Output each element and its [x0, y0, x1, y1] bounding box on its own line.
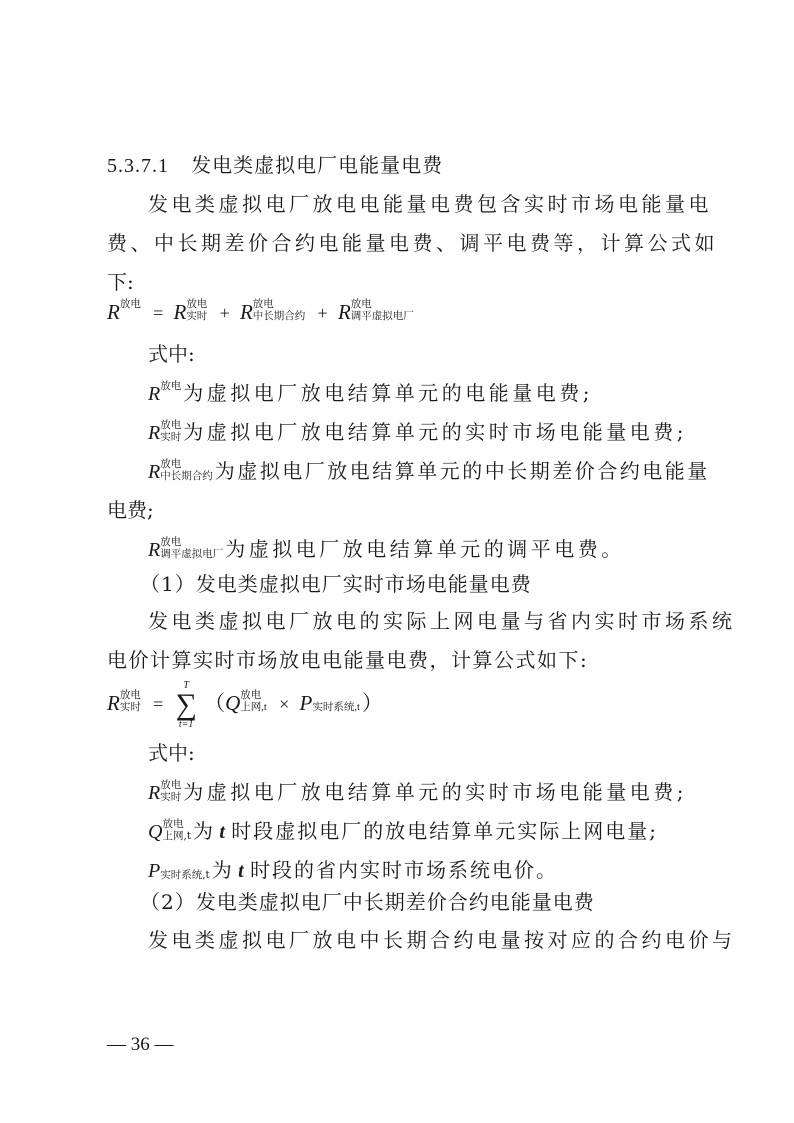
- f1-term2-sup: 放电: [252, 299, 274, 311]
- def2-0-sup: 放电: [160, 778, 182, 791]
- section-heading: [107, 151, 443, 180]
- f2-p-sub: 实时系统,t: [312, 702, 360, 713]
- def2-0-sub: 实时: [160, 790, 182, 803]
- subsection-1-heading: （1）发电类虚拟电厂实时市场电能量电费: [140, 572, 532, 596]
- def1-0-text: 为虚拟电厂放电结算单元的电能量电费;: [183, 381, 593, 405]
- f2-times: ×: [279, 693, 290, 714]
- def1-1-sub: 实时: [160, 430, 182, 443]
- def1-3-text: 为虚拟电厂放电结算单元的调平电费。: [225, 537, 625, 561]
- def1-3-symbol: R: [148, 539, 161, 561]
- def2-2-text: 时段的省内实时市场系统电价。: [250, 858, 559, 882]
- def1-0-sup: 放电: [160, 379, 182, 392]
- f1-equals: =: [153, 303, 164, 323]
- def1-2-text: 为虚拟电厂放电结算单元的中长期差价合约电能量: [214, 459, 710, 483]
- intro-line-1: 发电类虚拟电厂放电电能量电费包含实时市场电能量电: [148, 192, 712, 216]
- f1-term1-symbol: R: [173, 300, 187, 324]
- f2-lhs-symbol: R: [107, 690, 120, 715]
- f1-term3-symbol: R: [337, 300, 351, 324]
- f2-q-symbol: Q: [225, 690, 241, 715]
- def1-1-text: 为虚拟电厂放电结算单元的实时市场电能量电费;: [183, 420, 687, 444]
- subsection-1-line-1: 发电类虚拟电厂放电的实际上网电量与省内实时市场系统: [148, 609, 736, 633]
- f1-term2-sub: 中长期合约: [252, 311, 306, 323]
- def1-3-sub: 调平虚拟电厂: [160, 547, 224, 560]
- definition-r-contract-cont: 电费;: [107, 498, 154, 522]
- def1-2-sub: 中长期合约: [160, 469, 213, 482]
- sum-upper-limit: T: [183, 680, 189, 691]
- def2-2-sub: 实时系统,t: [160, 868, 210, 881]
- section-title: 发电类虚拟电厂电能量电费: [191, 153, 444, 177]
- def1-1-sup: 放电: [160, 418, 182, 431]
- def2-1-text: 时段虚拟电厂的放电结算单元实际上网电量;: [231, 819, 659, 843]
- definition-r-discharge: [148, 379, 593, 408]
- definition2-r-realtime: [148, 778, 687, 807]
- def2-1-symbol: Q: [148, 821, 163, 843]
- f1-term1-sub: 实时: [186, 311, 208, 323]
- definition-r-balance: [148, 535, 625, 564]
- intro-line-2: 费、中长期差价合约电能量电费、调平电费等，计算公式如: [107, 231, 718, 255]
- def1-3-sup: 放电: [160, 535, 182, 548]
- f1-term1-sup: 放电: [186, 299, 208, 311]
- definition2-q-grid: [148, 817, 658, 846]
- def2-1-var: t: [219, 821, 225, 843]
- subsection-2-heading: （2）发电类虚拟电厂中长期差价合约电能量电费: [140, 890, 595, 914]
- f1-plus-2: +: [317, 303, 328, 323]
- page-number: — 36 —: [107, 1034, 174, 1055]
- definition2-p-system: [148, 856, 558, 885]
- def2-1-sup: 放电: [162, 817, 184, 830]
- f1-lhs-symbol: R: [107, 300, 120, 324]
- sum-lower-limit: t=1: [178, 719, 194, 730]
- def2-0-symbol: R: [148, 782, 161, 804]
- def2-1-pre: 为: [193, 819, 214, 843]
- where-label-1: 式中:: [148, 342, 195, 366]
- def2-1-sub: 上网,t: [162, 829, 192, 842]
- subsection-2-line-1: 发电类虚拟电厂放电中长期合约电量按对应的合约电价与: [148, 928, 736, 952]
- subsection-1-line-2: 电价计算实时市场放电电能量电费，计算公式如下:: [107, 648, 589, 672]
- f2-lhs-sup: 放电: [119, 690, 141, 701]
- f2-p-symbol: P: [299, 690, 313, 715]
- def1-1-symbol: R: [148, 422, 161, 444]
- f1-plus-1: +: [219, 303, 230, 323]
- intro-line-3: 下:: [107, 270, 134, 294]
- def2-2-pre: 为: [211, 858, 232, 882]
- f2-lhs-sub: 实时: [119, 702, 141, 713]
- def1-0-symbol: R: [148, 383, 161, 405]
- definition-r-realtime: [148, 418, 687, 447]
- def2-0-text: 为虚拟电厂放电结算单元的实时市场电能量电费;: [183, 780, 687, 804]
- definition-r-contract: [148, 457, 710, 486]
- summation: [175, 680, 196, 730]
- formula-realtime-fee: [107, 680, 383, 730]
- def2-2-var: t: [238, 860, 244, 882]
- f1-term3-sup: 放电: [350, 299, 372, 311]
- sum-symbol: ∑: [175, 688, 197, 721]
- f2-q-sup: 放电: [240, 690, 262, 701]
- f2-equals: =: [153, 693, 164, 714]
- f2-close-paren: ）: [361, 690, 383, 715]
- f1-term3-sub: 调平虚拟电厂: [350, 311, 414, 323]
- def2-2-symbol: P: [148, 860, 161, 882]
- f2-q-sub: 上网,t: [240, 702, 267, 713]
- f2-open-paren: （: [204, 690, 226, 715]
- def1-2-symbol: R: [148, 461, 161, 483]
- formula-total-discharge-fee: [107, 298, 416, 327]
- def1-2-sup: 放电: [160, 457, 182, 470]
- f1-term2-symbol: R: [239, 300, 253, 324]
- section-number: 5.3.7.1: [107, 155, 169, 177]
- f1-lhs-sup: 放电: [119, 299, 141, 311]
- where-label-2: 式中:: [148, 741, 195, 765]
